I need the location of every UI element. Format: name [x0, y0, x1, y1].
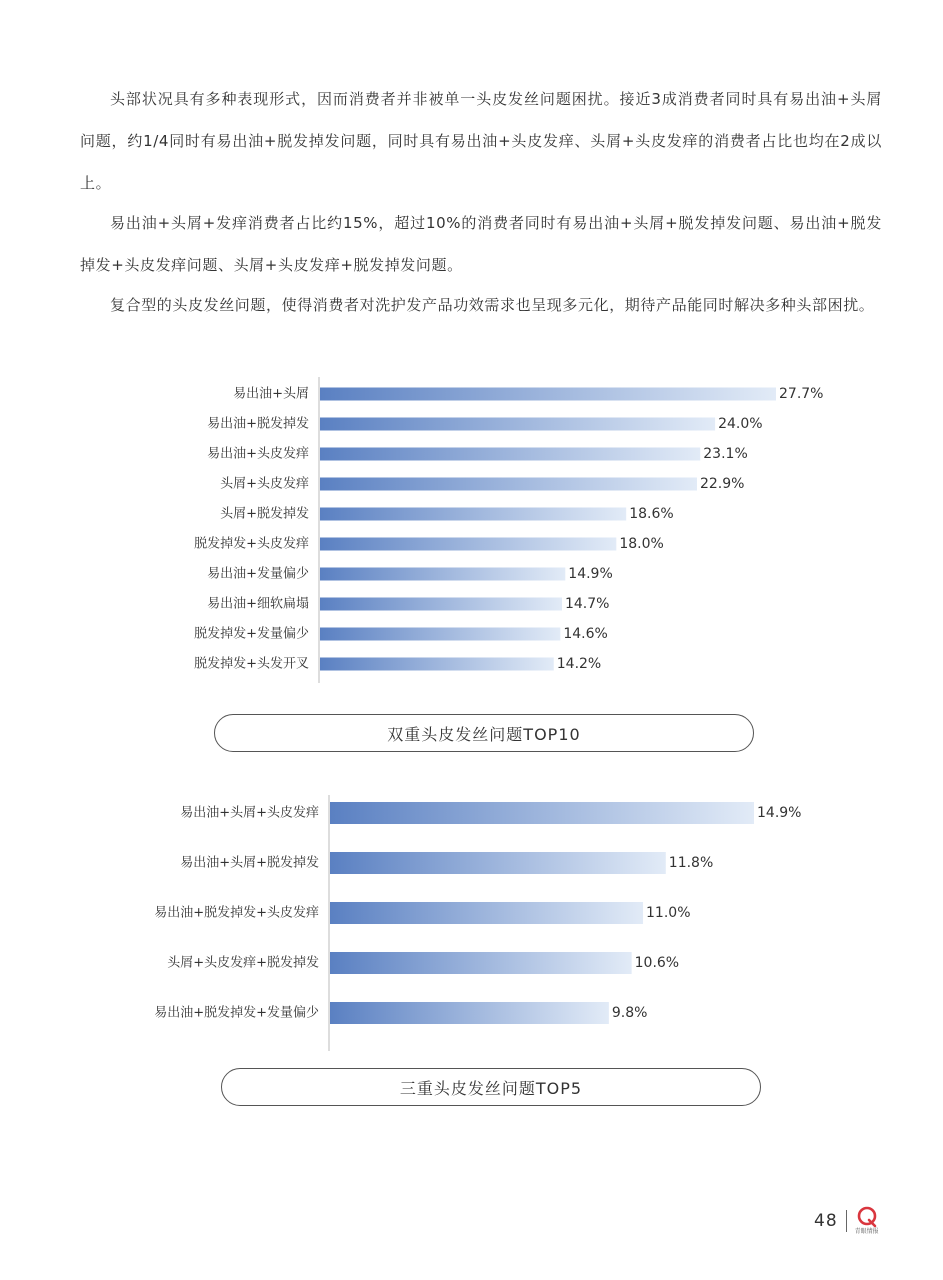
value-label: 14.7% — [564, 596, 610, 612]
bar — [330, 802, 754, 824]
bar — [320, 478, 697, 491]
bar — [320, 598, 562, 611]
bar — [320, 508, 626, 521]
value-label: 10.6% — [634, 955, 680, 971]
page-footer — [814, 1206, 879, 1236]
category-label: 易出油+脱发掉发 — [207, 416, 309, 432]
value-label: 11.0% — [646, 905, 691, 921]
bar — [320, 658, 554, 671]
logo-text: 青眼情报 — [854, 1228, 879, 1235]
category-label: 头屑+头皮发痒 — [220, 476, 309, 492]
logo-q-icon — [856, 1206, 878, 1228]
chart-triple-issues-top5 — [0, 790, 943, 1050]
category-label: 易出油+头屑+头皮发痒 — [180, 805, 319, 821]
bar — [320, 568, 565, 581]
category-label: 易出油+头屑+脱发掉发 — [180, 855, 319, 871]
category-label: 脱发掉发+发量偏少 — [194, 626, 309, 642]
chart-title-double-issues: 双重头皮发丝问题TOP10 — [214, 714, 754, 752]
value-label: 18.0% — [619, 536, 664, 552]
category-label: 头屑+脱发掉发 — [220, 506, 309, 522]
chart-title-triple-issues: 三重头皮发丝问题TOP5 — [221, 1068, 761, 1106]
category-label: 脱发掉发+头发开叉 — [194, 656, 309, 672]
page-number: 48 — [814, 1211, 838, 1231]
bar — [320, 388, 776, 401]
value-label: 11.8% — [668, 855, 714, 871]
brand-logo — [855, 1206, 879, 1236]
paragraph-3: 复合型的头皮发丝问题，使得消费者对洗护发产品功效需求也呈现多元化，期待产品能同时解决多种头部困扰。 — [110, 296, 875, 314]
value-label: 23.1% — [703, 446, 748, 462]
bar — [320, 448, 700, 461]
category-label: 易出油+发量偏少 — [207, 566, 309, 582]
category-label: 脱发掉发+头皮发痒 — [194, 536, 309, 552]
bar — [320, 538, 616, 551]
bar — [330, 902, 643, 924]
bar — [330, 1002, 609, 1024]
category-label: 易出油+细软扁塌 — [207, 596, 309, 612]
value-label: 18.6% — [629, 506, 674, 522]
category-label: 头屑+头皮发痒+脱发掉发 — [167, 955, 319, 971]
value-label: 27.7% — [779, 386, 824, 402]
value-label: 14.9% — [757, 805, 802, 821]
bar — [320, 628, 560, 641]
bar — [320, 418, 715, 431]
value-label: 14.2% — [556, 656, 602, 672]
category-label: 易出油+头皮发痒 — [207, 446, 309, 462]
bar — [330, 852, 666, 874]
category-label: 易出油+头屑 — [233, 386, 309, 402]
value-label: 14.6% — [563, 626, 608, 642]
category-label: 易出油+脱发掉发+发量偏少 — [154, 1005, 319, 1021]
value-label: 24.0% — [718, 416, 763, 432]
paragraph-1: 头部状况具有多种表现形式，因而消费者并非被单一头皮发丝问题困扰。接近3成消费者同时具有易出油+头屑问题，约1/4同时有易出油+脱发掉发问题，同时具有易出油+头皮发痒、头屑+头皮发痒的消费者占比也均在2成以上。 — [80, 90, 882, 192]
value-label: 14.9% — [568, 566, 613, 582]
chart-double-issues-top10 — [0, 372, 943, 682]
paragraph-2: 易出油+头屑+发痒消费者占比约15%，超过10%的消费者同时有易出油+头屑+脱发掉发问题、易出油+脱发掉发+头皮发痒问题、头屑+头皮发痒+脱发掉发问题。 — [80, 214, 882, 274]
bar — [330, 952, 632, 974]
value-label: 9.8% — [611, 1005, 648, 1021]
footer-divider — [846, 1210, 847, 1232]
category-label: 易出油+脱发掉发+头皮发痒 — [154, 905, 319, 921]
value-label: 22.9% — [699, 476, 745, 492]
